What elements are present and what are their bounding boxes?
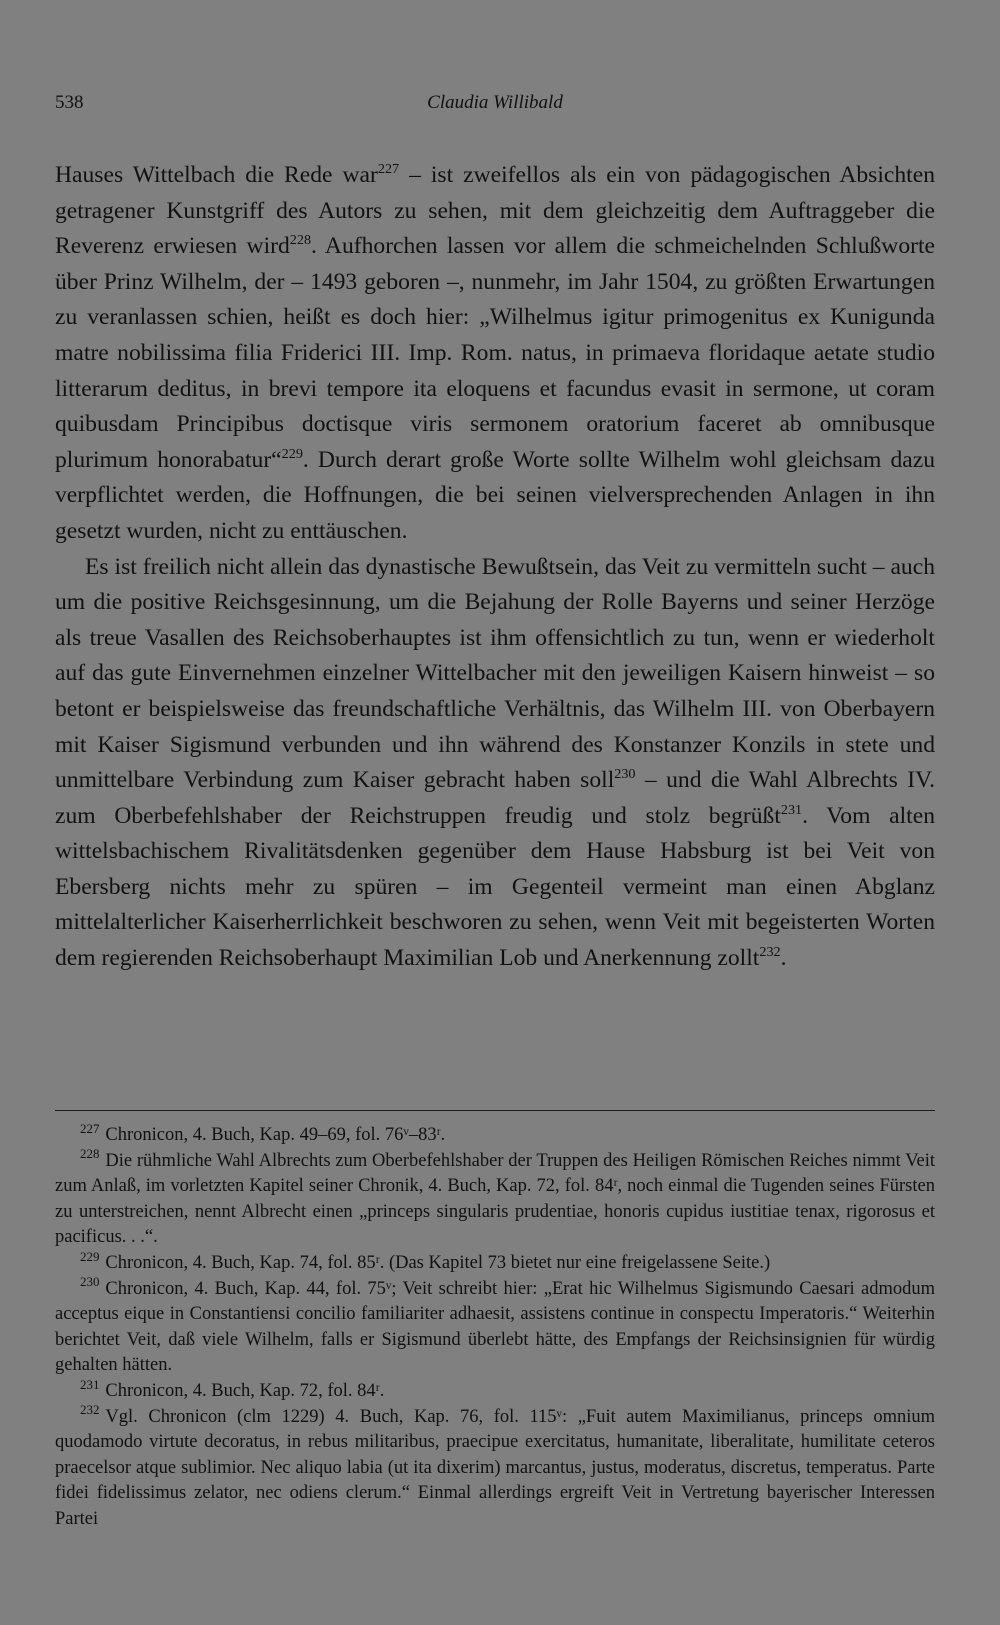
footnote-number: 228 — [80, 1146, 100, 1162]
footnote-number: 227 — [80, 1120, 100, 1136]
footnote-divider — [55, 1110, 935, 1111]
footnote-ref[interactable]: 229 — [281, 445, 303, 462]
page-number: 538 — [55, 92, 84, 113]
footnote-text: Chronicon, 4. Buch, Kap. 72, fol. 84ʳ. — [105, 1380, 385, 1401]
footnote-ref[interactable]: 228 — [289, 232, 312, 249]
running-head — [55, 92, 935, 122]
paragraph: Hauses Wittelbach die Rede war$^{227}$ – ist zweifellos als ein von pädagogischen Absichten getragener Kunstgriff des Autors zu sehen, mit dem gleichzeitig dem Auftraggeber die Reverenz erwiesen wird$^{228}$. Aufhorchen lassen vor allem die schmeichelnden Schlußworte über Prinz Wilhelm, der – 1493 geboren –, nunmehr, im Jahr 1504, zu größten Erwartungen zu veranlassen schien, heißt es doch hier: „Wilhelmus igitur primogenitus ex Kunigunda matre nobilissima filia Friderici III. Imp. Rom. natus, in primaeva floridaque aetate studio litterarum deditus, in brevi tempore ita eloquens et facundus evasit in sermone, ut coram quibusdam Principibus doctisque viris sermonem oratorium faceret ab omnibusque plurimum honorabatur“$^{229}$. Durch derart große Worte sollte Wilhelm wohl gleichsam dazu verpflichtet werden, die Hoffnungen, die bei seinen vielversprechenden Anlagen in ihn gesetzt wurden, nicht zu enttäuschen. — [55, 161, 936, 544]
footnote-text: Chronicon, 4. Buch, Kap. 44, fol. 75ᵛ; Veit schreibt hier: „Erat hic Wilhelmus Sigismundo Caesari admodum acceptus eique in Constantiensi concilio familiariter adhaesit, assistens continue in conspectu Imperatoris.“ Weiterhin berichtet Veit, daß viele Wilhelm, falls er Sigismund überlebt hätte, des Empfangs der Reichsinsignien für würdig gehalten hätten. — [55, 1278, 935, 1376]
footnote-number: 232 — [80, 1402, 100, 1418]
main-text — [55, 158, 935, 977]
footnote — [55, 1248, 935, 1277]
footnote — [55, 1376, 935, 1405]
footnote — [55, 1146, 935, 1251]
footnote — [55, 1402, 935, 1533]
footnotes — [55, 1120, 935, 1533]
footnote-number: 230 — [80, 1274, 100, 1290]
footnote-number: 231 — [80, 1376, 100, 1392]
footnote-ref[interactable]: 227 — [377, 161, 400, 178]
footnote-ref[interactable]: 231 — [780, 801, 803, 818]
footnote-text: Chronicon, 4. Buch, Kap. 49–69, fol. 76ᵛ–83ʳ. — [105, 1125, 446, 1145]
footnote-text: Die rühmliche Wahl Albrechts zum Oberbefehlshaber der Truppen des Heiligen Römischen Reiches nimmt Veit zum Anlaß, im vorletzten Kapitel seiner Chronik, 4. Buch, Kap. 72, fol. 84ʳ, noch einmal die Tugenden seines Fürsten zu unterstreichen, nennt Albrecht einen „princeps singularis prudentiae, honoris cupidus iustitiae tenax, rigorosus et pacificus. . .“. — [55, 1150, 935, 1248]
footnote-text: Vgl. Chronicon (clm 1229) 4. Buch, Kap. 76, fol. 115ᵛ: „Fuit autem Maximilianus, princeps omnium quodamodo virtute decoratus, in rebus militaribus, praecipue exercitatus, humanitate, liberalitate, humilitate ceteros praecelsor atque sublimior. Nec aliquo labia (ut ita dixerim) marcantus, justus, moderatus, discretus, temperatus. Parte fidei fidelissimus zelator, nec odiens clerum.“ Einmal allerdings ergreift Veit in Vertretung bayerischer Interessen Partei — [55, 1406, 935, 1529]
footnote — [55, 1120, 935, 1149]
running-title: Claudia Willibald — [427, 92, 563, 113]
footnote-ref[interactable]: 230 — [614, 766, 636, 783]
footnote-text: Chronicon, 4. Buch, Kap. 74, fol. 85ʳ. (Das Kapitel 73 bietet nur eine freigelassene Seite.) — [105, 1252, 771, 1273]
paragraph: Es ist freilich nicht allein das dynastische Bewußtsein, das Veit zu vermitteln sucht – auch um die positive Reichsgesinnung, um die Bejahung der Rolle Bayerns und seiner Herzöge als treue Vasallen des Reichsoberhauptes ist ihm offensichtlich zu tun, wenn er wiederholt auf das gute Einvernehmen einzelner Wittelbacher mit den jeweiligen Kaisern hinweist – so betont er beispielsweise das freundschaftliche Verhältnis, das Wilhelm III. von Oberbayern mit Kaiser Sigismund verbunden und ihn während des Konstanzer Konzils in stete und unmittelbare Verbindung zum Kaiser gebracht haben soll$^{230}$ – und die Wahl Albrechts IV. zum Oberbefehlshaber der Reichstruppen freudig und stolz begrüßt$^{231}$. Vom alten wittelsbachischem Rivalitätsdenken gegenüber dem Hause Habsburg ist bei Veit von Ebersberg nichts mehr zu spüren – im Gegenteil vermeint man einen Abglanz mittelalterlicher Kaiserherrlichkeit beschworen zu sehen, wenn Veit mit begeisterten Worten dem regierenden Reichsoberhaupt Maximilian Lob und Anerkennung zollt$^{232}$. — [55, 553, 936, 972]
footnote-number: 229 — [80, 1248, 100, 1264]
footnote-ref[interactable]: 232 — [759, 944, 781, 961]
footnote — [55, 1274, 935, 1379]
